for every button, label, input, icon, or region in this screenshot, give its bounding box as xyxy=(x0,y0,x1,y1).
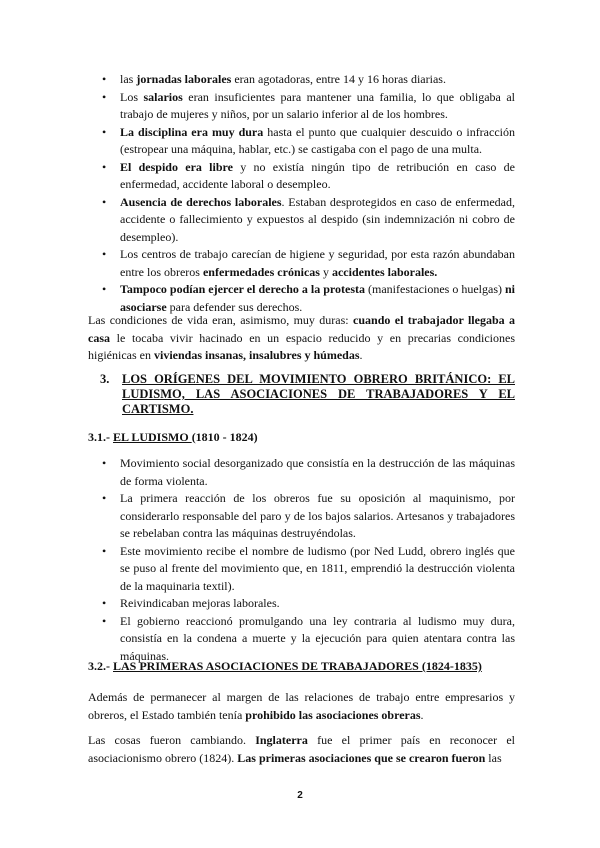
bullet-item xyxy=(100,490,515,543)
bold-text: jornadas laborales xyxy=(136,72,232,86)
working-conditions-list xyxy=(100,71,515,316)
bullet-item xyxy=(100,543,515,596)
text-run: Este movimiento recibe el nombre de ludismo (por Ned Ludd, obrero inglés que se puso al frente del movimiento que, en 1811, emprendió la destrucción violenta de la maquinaria textil). xyxy=(120,543,515,593)
text-run: para defender sus derechos. xyxy=(166,299,303,314)
bold-text: Las primeras asociaciones que se crearon fueron xyxy=(237,751,486,765)
bold-text: ni asociarse xyxy=(120,282,515,314)
bold-text: La disciplina era muy dura xyxy=(120,124,264,139)
text-run: las xyxy=(120,72,137,86)
text-run: . xyxy=(420,708,424,722)
bullet-icon: • xyxy=(102,72,107,86)
bullet-item xyxy=(100,159,515,194)
subsection-3-1-title: EL LUDISMO xyxy=(113,430,192,444)
subsection-3-1-dates: (1810 - 1824) xyxy=(191,430,258,444)
bullet-icon: • xyxy=(102,596,107,610)
bullet-icon: • xyxy=(102,613,107,628)
bullet-item xyxy=(100,71,515,89)
text-run: fue el primer país en reconocer el asociacionismo obrero (1824). xyxy=(88,733,515,765)
text-run: Además de permanecer al margen de las relaciones de trabajo entre empresarios y obreros, el Estado también tenía xyxy=(88,690,515,722)
text-run: Reivindicaban mejoras laborales. xyxy=(120,596,280,610)
text-run: eran agotadoras, entre 14 y 16 horas diarias. xyxy=(231,72,446,86)
bold-text: viviendas insanas, insalubres y húmedas xyxy=(153,348,360,362)
text-run: hasta el punto que cualquier descuido o infracción (estropear una máquina, hablar, etc.) se castigaba con el pago de una multa. xyxy=(120,124,515,156)
section-3-number: 3. xyxy=(100,372,110,386)
bold-text: accidentes laborales. xyxy=(331,264,438,279)
bullet-item xyxy=(100,246,515,281)
bullet-icon: • xyxy=(102,456,107,470)
subsection-3-2-prefix: 3.2.- xyxy=(88,659,113,673)
bullet-icon: • xyxy=(102,543,107,558)
bold-text: salarios xyxy=(143,89,183,104)
text-run: Las condiciones de vida eran, asimismo, muy duras: xyxy=(88,313,354,327)
text-run: Los centros de trabajo carecían de higiene y seguridad, por esta razón abundaban entre los obreros xyxy=(120,247,515,279)
bullet-item xyxy=(100,455,515,490)
text-run: le tocaba vivir hacinado en un espacio reducido y en precarias condiciones higiénicas en xyxy=(88,330,515,362)
subsection-3-1-heading xyxy=(88,430,518,445)
bold-text: El despido era libre xyxy=(120,159,233,174)
text-run: Los xyxy=(120,89,144,104)
england-associations-paragraph xyxy=(88,731,515,767)
text-run: y no existía ningún tipo de retribución en caso de enfermedad, accidente laboral o desempleo. xyxy=(120,159,515,191)
bullet-item xyxy=(100,281,515,316)
living-conditions-paragraph xyxy=(88,312,515,365)
text-run: Las cosas fueron cambiando. xyxy=(88,733,256,747)
text-run: La primera reacción de los obreros fue su oposición al maquinismo, por considerarlo responsable del paro y de los bajos salarios. Artesanos y trabajadores se rebelaban contra las máquinas destruyéndolas. xyxy=(120,491,515,540)
section-3-heading xyxy=(100,372,515,417)
text-run: El gobierno reaccionó promulgando una ley contraria al ludismo muy dura, consistía en la condena a muerte y la ejecución para quien atentara contra las máquinas. xyxy=(120,613,515,663)
bullet-icon: • xyxy=(102,124,107,139)
bullet-item xyxy=(100,124,515,159)
bold-text: prohibido las asociaciones obreras xyxy=(245,708,421,722)
page-number: 2 xyxy=(297,790,303,801)
ludism-list xyxy=(100,455,515,665)
subsection-3-2-title: LAS PRIMERAS ASOCIACIONES DE TRABAJADORES (1824-1835) xyxy=(113,659,482,673)
text-run: las xyxy=(485,751,502,765)
text-run: . xyxy=(359,348,363,362)
bullet-icon: • xyxy=(102,89,107,104)
bullet-icon: • xyxy=(102,247,107,261)
bullet-item xyxy=(100,613,515,666)
bullet-icon: • xyxy=(102,491,107,505)
text-run: y xyxy=(319,264,332,279)
bullet-item xyxy=(100,194,515,247)
bold-text: Ausencia de derechos laborales xyxy=(120,194,282,209)
text-run: eran insuficientes para mantener una familia, lo que obligaba al trabajo de mujeres y niños, por un salario inferior al de los hombres. xyxy=(120,89,515,121)
subsection-3-2-heading xyxy=(88,659,518,674)
section-3-title: LOS ORÍGENES DEL MOVIMIENTO OBRERO BRITÁNICO: EL LUDISMO, LAS ASOCIACIONES DE TRABAJADORES Y EL CARTISMO. xyxy=(122,372,515,416)
bullet-icon: • xyxy=(102,159,107,174)
bold-text: enfermedades crónicas xyxy=(202,264,320,279)
bullet-icon: • xyxy=(102,194,107,209)
text-run: (manifestaciones o huelgas) xyxy=(365,282,505,296)
bullet-item xyxy=(100,595,515,613)
bold-text: cuando el trabajador llegaba a casa xyxy=(88,313,515,345)
subsection-3-1-prefix: 3.1.- xyxy=(88,430,113,444)
bullet-icon: • xyxy=(102,282,107,296)
bold-text: Tampoco podían ejercer el derecho a la protesta xyxy=(120,282,366,296)
state-prohibition-paragraph xyxy=(88,688,515,724)
text-run: . Estaban desprotegidos en caso de enfermedad, accidente o fallecimiento y expuestos al despido (sin indemnización ni cobro de desempleo). xyxy=(120,194,515,244)
bold-text: Inglaterra xyxy=(255,733,308,747)
bullet-item xyxy=(100,89,515,124)
text-run: Movimiento social desorganizado que consistía en la destrucción de las máquinas de forma violenta. xyxy=(120,456,515,488)
